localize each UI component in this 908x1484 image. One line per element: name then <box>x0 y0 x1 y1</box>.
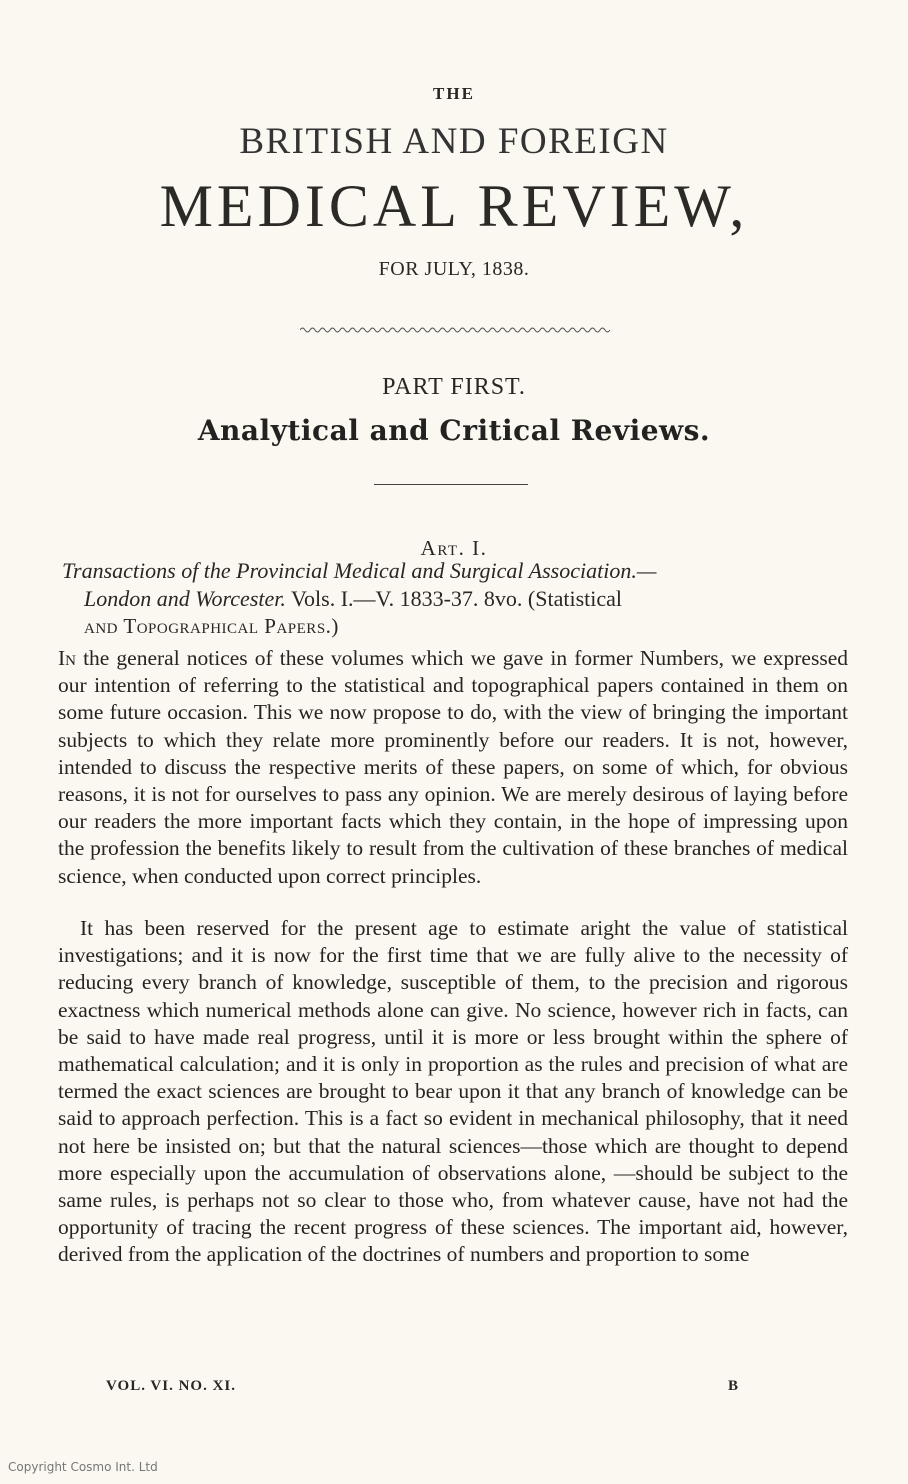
article-label-text: Art. I. <box>420 536 488 560</box>
copyright-watermark: Copyright Cosmo Int. Ltd <box>8 1460 158 1474</box>
section-title: Analytical and Critical Reviews. <box>197 414 711 447</box>
signature-mark: B <box>728 1378 739 1394</box>
volume-footer: VOL. VI. NO. XI. <box>106 1378 237 1394</box>
citation-line1: Transactions of the Provincial Medical and Surgical Association.— <box>62 558 657 583</box>
paragraph-1 <box>58 645 848 890</box>
part-label: PART FIRST. <box>382 374 526 400</box>
citation-volumes: Vols. I.—V. 1833-37. 8vo. (Statistical <box>285 586 623 611</box>
section-rule <box>374 484 528 485</box>
paragraph-1-text: the general notices of these volumes which we gave in former Numbers, we expressed our intention of referring to the statistical and topographical papers contained in them on some future occasion. This we now propose to do, with the view of bringing the important subjects to which they relate more prominently before our readers. It is not, however, intended to discuss the respective merits of these papers, on some of which, for obvious reasons, it is not for ourselves to pass any opinion. We are merely desirous of laying before our readers the more important facts which they contain, in the hope of impressing upon the profession the benefits likely to result from the cultivation of these branches of medical science, when conducted upon correct principles. <box>58 646 848 888</box>
citation-place: London and Worcester. <box>84 586 286 611</box>
citation-line2 <box>84 586 854 612</box>
issue-date: FOR JULY, 1838. <box>378 258 530 280</box>
header-the: THE <box>433 84 475 103</box>
journal-title-line2: MEDICAL REVIEW, <box>159 173 749 239</box>
wavy-divider <box>300 326 610 334</box>
drop-initial: In <box>58 646 76 670</box>
journal-title-line1: BRITISH AND FOREIGN <box>239 121 669 162</box>
paragraph-2: It has been reserved for the present age to estimate aright the value of statistical investigations; and it is now for the first time that we are fully alive to the necessity of reducing every branch of knowledge, susceptible of them, to the precision and rigorous exactness which numerical methods alone can give. No science, however rich in facts, can be said to have made real progress, until it is more or less brought within the sphere of mathematical calculation; and it is only in proportion as the rules and precision of what are termed the exact sciences are brought to bear upon it that any branch of knowledge can be said to approach perfection. This is a fact so evident in mechanical philosophy, that it need not here be insisted on; but that the natural sciences—those which are thought to depend more especially upon the accumulation of observations alone, —should be subject to the same rules, is perhaps not so clear to those who, from whatever cause, have not had the opportunity of tracing the recent progress of these sciences. The important aid, however, derived from the application of the doctrines of numbers and proportion to some <box>58 916 848 1267</box>
citation-line3: and Topographical Papers.) <box>84 614 339 638</box>
